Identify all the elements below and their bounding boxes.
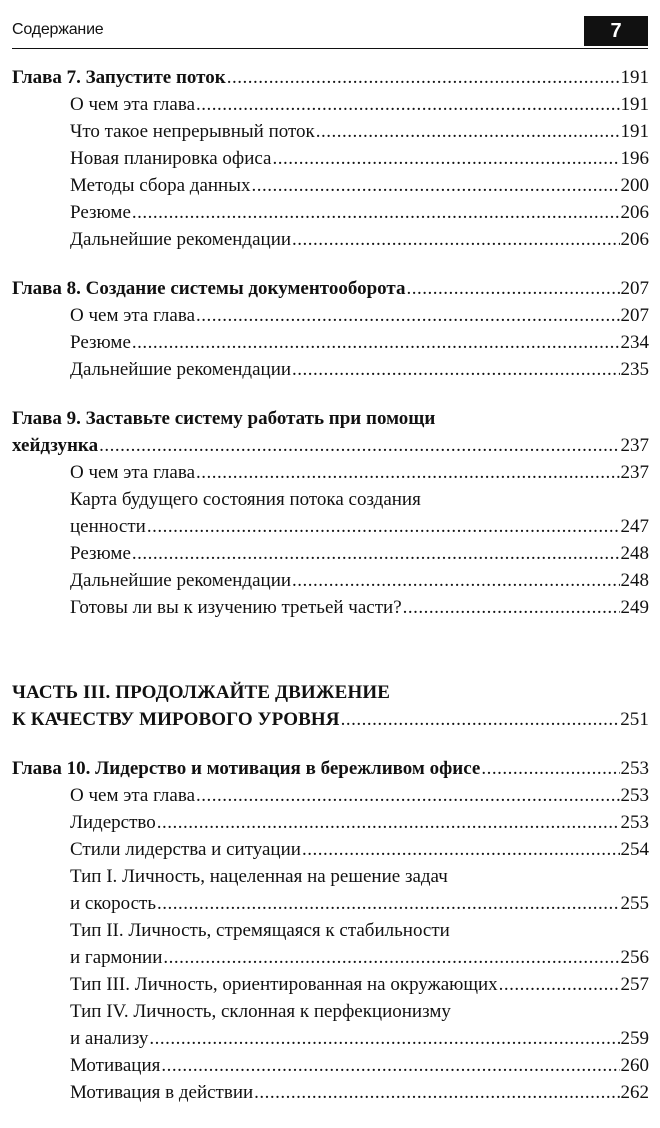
entry-title-line1: Глава 9. Заставьте систему работать при помощи: [12, 408, 436, 429]
entry-page: 237: [620, 435, 649, 456]
entry-page: 234: [620, 332, 649, 353]
entry-page: 257: [620, 974, 649, 995]
toc-entry-chapter[interactable]: [12, 64, 649, 91]
toc-entry[interactable]: [12, 459, 649, 486]
dot-leader: [341, 706, 620, 733]
toc-entry[interactable]: [12, 890, 649, 917]
entry-title: Дальнейшие рекомендации: [70, 229, 292, 250]
toc-entry[interactable]: [12, 329, 649, 356]
entry-page: 260: [620, 1055, 649, 1076]
entry-title: Резюме: [70, 332, 131, 353]
toc-entry[interactable]: [12, 91, 649, 118]
dot-leader: [272, 145, 619, 172]
toc-entry-chapter-line1[interactable]: [12, 405, 649, 432]
entry-title: О чем эта глава: [70, 305, 196, 326]
entry-page: 248: [620, 543, 649, 564]
entry-page: 196: [620, 148, 649, 169]
entry-title: О чем эта глава: [70, 462, 196, 483]
toc-entry-part[interactable]: [12, 706, 649, 733]
entry-page: 249: [620, 597, 649, 618]
dot-leader: [302, 836, 620, 863]
entry-title: Мотивация в действии: [70, 1082, 254, 1103]
table-of-contents: [12, 64, 649, 1128]
entry-title: Новая планировка офиса: [70, 148, 272, 169]
entry-page: 248: [620, 570, 649, 591]
entry-title: Готовы ли вы к изучению третьей части?: [70, 597, 402, 618]
toc-entry[interactable]: [12, 836, 649, 863]
entry-title: Резюме: [70, 202, 131, 223]
toc-entry[interactable]: [12, 540, 649, 567]
dot-leader: [316, 118, 620, 145]
toc-entry-part-line1[interactable]: [12, 679, 649, 706]
entry-page: 207: [620, 278, 649, 299]
toc-entry[interactable]: [12, 594, 649, 621]
toc-entry[interactable]: [12, 944, 649, 971]
dot-leader: [149, 1025, 619, 1052]
entry-page: 253: [620, 812, 649, 833]
chapter-8: [12, 275, 649, 383]
entry-page: 237: [620, 462, 649, 483]
entry-title: Тип III. Личность, ориентированная на окружающих: [70, 974, 498, 995]
toc-entry-chapter[interactable]: [12, 755, 649, 782]
entry-page: 262: [620, 1082, 649, 1103]
entry-page: 207: [620, 305, 649, 326]
toc-entry-line1[interactable]: [12, 998, 649, 1025]
toc-entry[interactable]: [12, 971, 649, 998]
entry-title: Стили лидерства и ситуации: [70, 839, 301, 860]
entry-title-line1: Тип II. Личность, стремящаяся к стабильности: [70, 920, 450, 941]
dot-leader: [407, 275, 620, 302]
entry-title: и скорость: [70, 893, 156, 914]
toc-entry-chapter[interactable]: [12, 275, 649, 302]
entry-title: и анализу: [70, 1028, 149, 1049]
dot-leader: [132, 540, 620, 567]
dot-leader: [161, 1052, 619, 1079]
part-3: [12, 679, 649, 733]
dot-leader: [292, 356, 619, 383]
toc-entry[interactable]: [12, 513, 649, 540]
dot-leader: [227, 64, 620, 91]
chapter-7: [12, 64, 649, 253]
dot-leader: [196, 302, 619, 329]
toc-entry[interactable]: [12, 199, 649, 226]
chapter-9: [12, 405, 649, 621]
entry-title: Что такое непрерывный поток: [70, 121, 315, 142]
dot-leader: [251, 172, 619, 199]
dot-leader: [254, 1079, 619, 1106]
toc-entry-line1[interactable]: [12, 863, 649, 890]
toc-entry[interactable]: [12, 1052, 649, 1079]
entry-page: 253: [620, 758, 649, 779]
entry-title: ценности: [70, 516, 146, 537]
dot-leader: [157, 809, 620, 836]
entry-title: К КАЧЕСТВУ МИРОВОГО УРОВНЯ: [12, 709, 340, 730]
entry-page: 247: [620, 516, 649, 537]
toc-entry[interactable]: [12, 118, 649, 145]
toc-entry[interactable]: [12, 172, 649, 199]
entry-page: 254: [620, 839, 649, 860]
dot-leader: [196, 782, 619, 809]
entry-title: хейдзунка: [12, 435, 99, 456]
entry-page: 259: [620, 1028, 649, 1049]
dot-leader: [481, 755, 619, 782]
entry-page: 200: [620, 175, 649, 196]
entry-page: 251: [620, 709, 649, 730]
entry-title-line1: Карта будущего состояния потока создания: [70, 489, 421, 510]
entry-page: 206: [620, 229, 649, 250]
entry-page: 255: [620, 893, 649, 914]
entry-title: Резюме: [70, 543, 131, 564]
dot-leader: [292, 226, 619, 253]
entry-title: Дальнейшие рекомендации: [70, 570, 292, 591]
entry-page: 235: [620, 359, 649, 380]
toc-entry[interactable]: [12, 782, 649, 809]
entry-page: 206: [620, 202, 649, 223]
entry-title: О чем эта глава: [70, 94, 196, 115]
dot-leader: [163, 944, 619, 971]
toc-entry[interactable]: [12, 356, 649, 383]
toc-entry[interactable]: [12, 567, 649, 594]
entry-title: Глава 8. Создание системы документооборота: [12, 278, 406, 299]
entry-page: 191: [620, 67, 649, 88]
dot-leader: [403, 594, 620, 621]
entry-title-line1: Тип IV. Личность, склонная к перфекционизму: [70, 1001, 451, 1022]
entry-page: 256: [620, 947, 649, 968]
toc-entry[interactable]: [12, 226, 649, 253]
entry-page: 253: [620, 785, 649, 806]
dot-leader: [196, 91, 619, 118]
entry-page: 191: [620, 94, 649, 115]
dot-leader: [499, 971, 620, 998]
entry-title: Глава 7. Запустите поток: [12, 67, 226, 88]
dot-leader: [132, 329, 620, 356]
page-number: 7: [584, 16, 648, 46]
entry-page: 191: [620, 121, 649, 142]
toc-entry[interactable]: [12, 1025, 649, 1052]
toc-entry-line1[interactable]: [12, 486, 649, 513]
toc-entry[interactable]: [12, 809, 649, 836]
dot-leader: [292, 567, 619, 594]
toc-entry[interactable]: [12, 1079, 649, 1106]
entry-title: и гармонии: [70, 947, 163, 968]
toc-entry-chapter[interactable]: [12, 432, 649, 459]
entry-title: Дальнейшие рекомендации: [70, 359, 292, 380]
toc-entry[interactable]: [12, 302, 649, 329]
dot-leader: [147, 513, 620, 540]
entry-title: О чем эта глава: [70, 785, 196, 806]
entry-title: Глава 10. Лидерство и мотивация в бережливом офисе: [12, 758, 481, 779]
entry-title-line1: Тип I. Личность, нацеленная на решение задач: [70, 866, 448, 887]
section-title: Содержание: [12, 21, 104, 38]
entry-title: Лидерство: [70, 812, 156, 833]
toc-entry-line1[interactable]: [12, 917, 649, 944]
toc-entry[interactable]: [12, 145, 649, 172]
dot-leader: [157, 890, 620, 917]
entry-title: Методы сбора данных: [70, 175, 251, 196]
entry-title: Мотивация: [70, 1055, 161, 1076]
dot-leader: [196, 459, 619, 486]
running-header: [12, 14, 648, 49]
chapter-10: [12, 755, 649, 1106]
dot-leader: [132, 199, 620, 226]
entry-title-line1: ЧАСТЬ III. ПРОДОЛЖАЙТЕ ДВИЖЕНИЕ: [12, 682, 390, 703]
dot-leader: [99, 432, 619, 459]
